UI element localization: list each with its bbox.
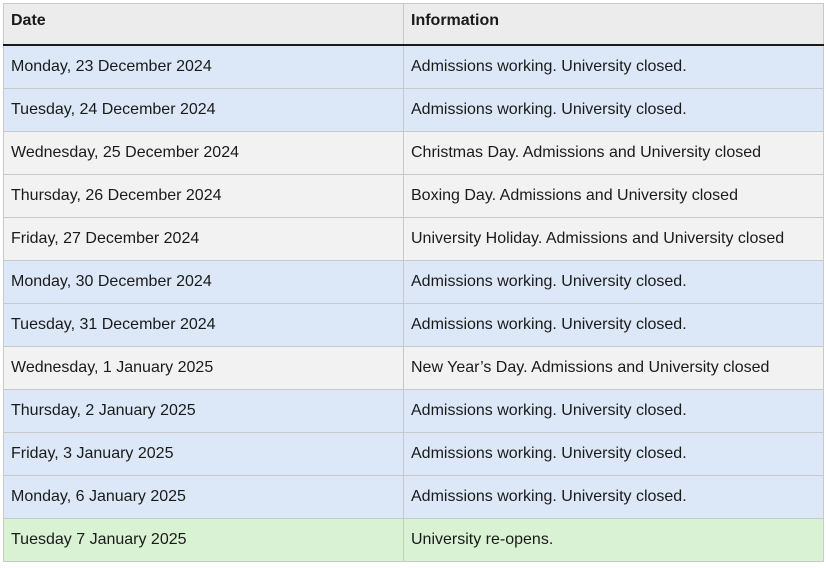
table-row [4,519,824,562]
table-row [4,261,824,304]
date-cell: Thursday, 2 January 2025 [4,390,404,433]
information-cell: Admissions working. University closed. [404,476,824,519]
date-cell: Wednesday, 1 January 2025 [4,347,404,390]
date-cell: Monday, 6 January 2025 [4,476,404,519]
table-row [4,45,824,89]
table-header [4,4,824,46]
table-row [4,347,824,390]
date-cell: Monday, 30 December 2024 [4,261,404,304]
date-cell: Friday, 3 January 2025 [4,433,404,476]
date-cell: Tuesday 7 January 2025 [4,519,404,562]
table-row [4,89,824,132]
information-cell: Admissions working. University closed. [404,304,824,347]
information-cell: Admissions working. University closed. [404,433,824,476]
information-cell: University Holiday. Admissions and University closed [404,218,824,261]
table-row [4,132,824,175]
date-column-header: Date [4,4,404,46]
holiday-schedule-table-container [3,3,823,562]
date-cell: Tuesday, 24 December 2024 [4,89,404,132]
table-body [4,45,824,562]
date-cell: Friday, 27 December 2024 [4,218,404,261]
date-cell: Tuesday, 31 December 2024 [4,304,404,347]
table-row [4,476,824,519]
date-cell: Monday, 23 December 2024 [4,45,404,89]
information-cell: New Year’s Day. Admissions and University closed [404,347,824,390]
header-row [4,4,824,46]
table-row [4,390,824,433]
table-row [4,433,824,476]
table-row [4,175,824,218]
information-cell: Boxing Day. Admissions and University closed [404,175,824,218]
information-cell: Admissions working. University closed. [404,89,824,132]
information-cell: Christmas Day. Admissions and University closed [404,132,824,175]
information-cell: Admissions working. University closed. [404,45,824,89]
information-cell: Admissions working. University closed. [404,261,824,304]
information-column-header: Information [404,4,824,46]
date-cell: Thursday, 26 December 2024 [4,175,404,218]
table-row [4,218,824,261]
date-cell: Wednesday, 25 December 2024 [4,132,404,175]
information-cell: University re-opens. [404,519,824,562]
holiday-schedule-table [3,3,824,562]
information-cell: Admissions working. University closed. [404,390,824,433]
table-row [4,304,824,347]
